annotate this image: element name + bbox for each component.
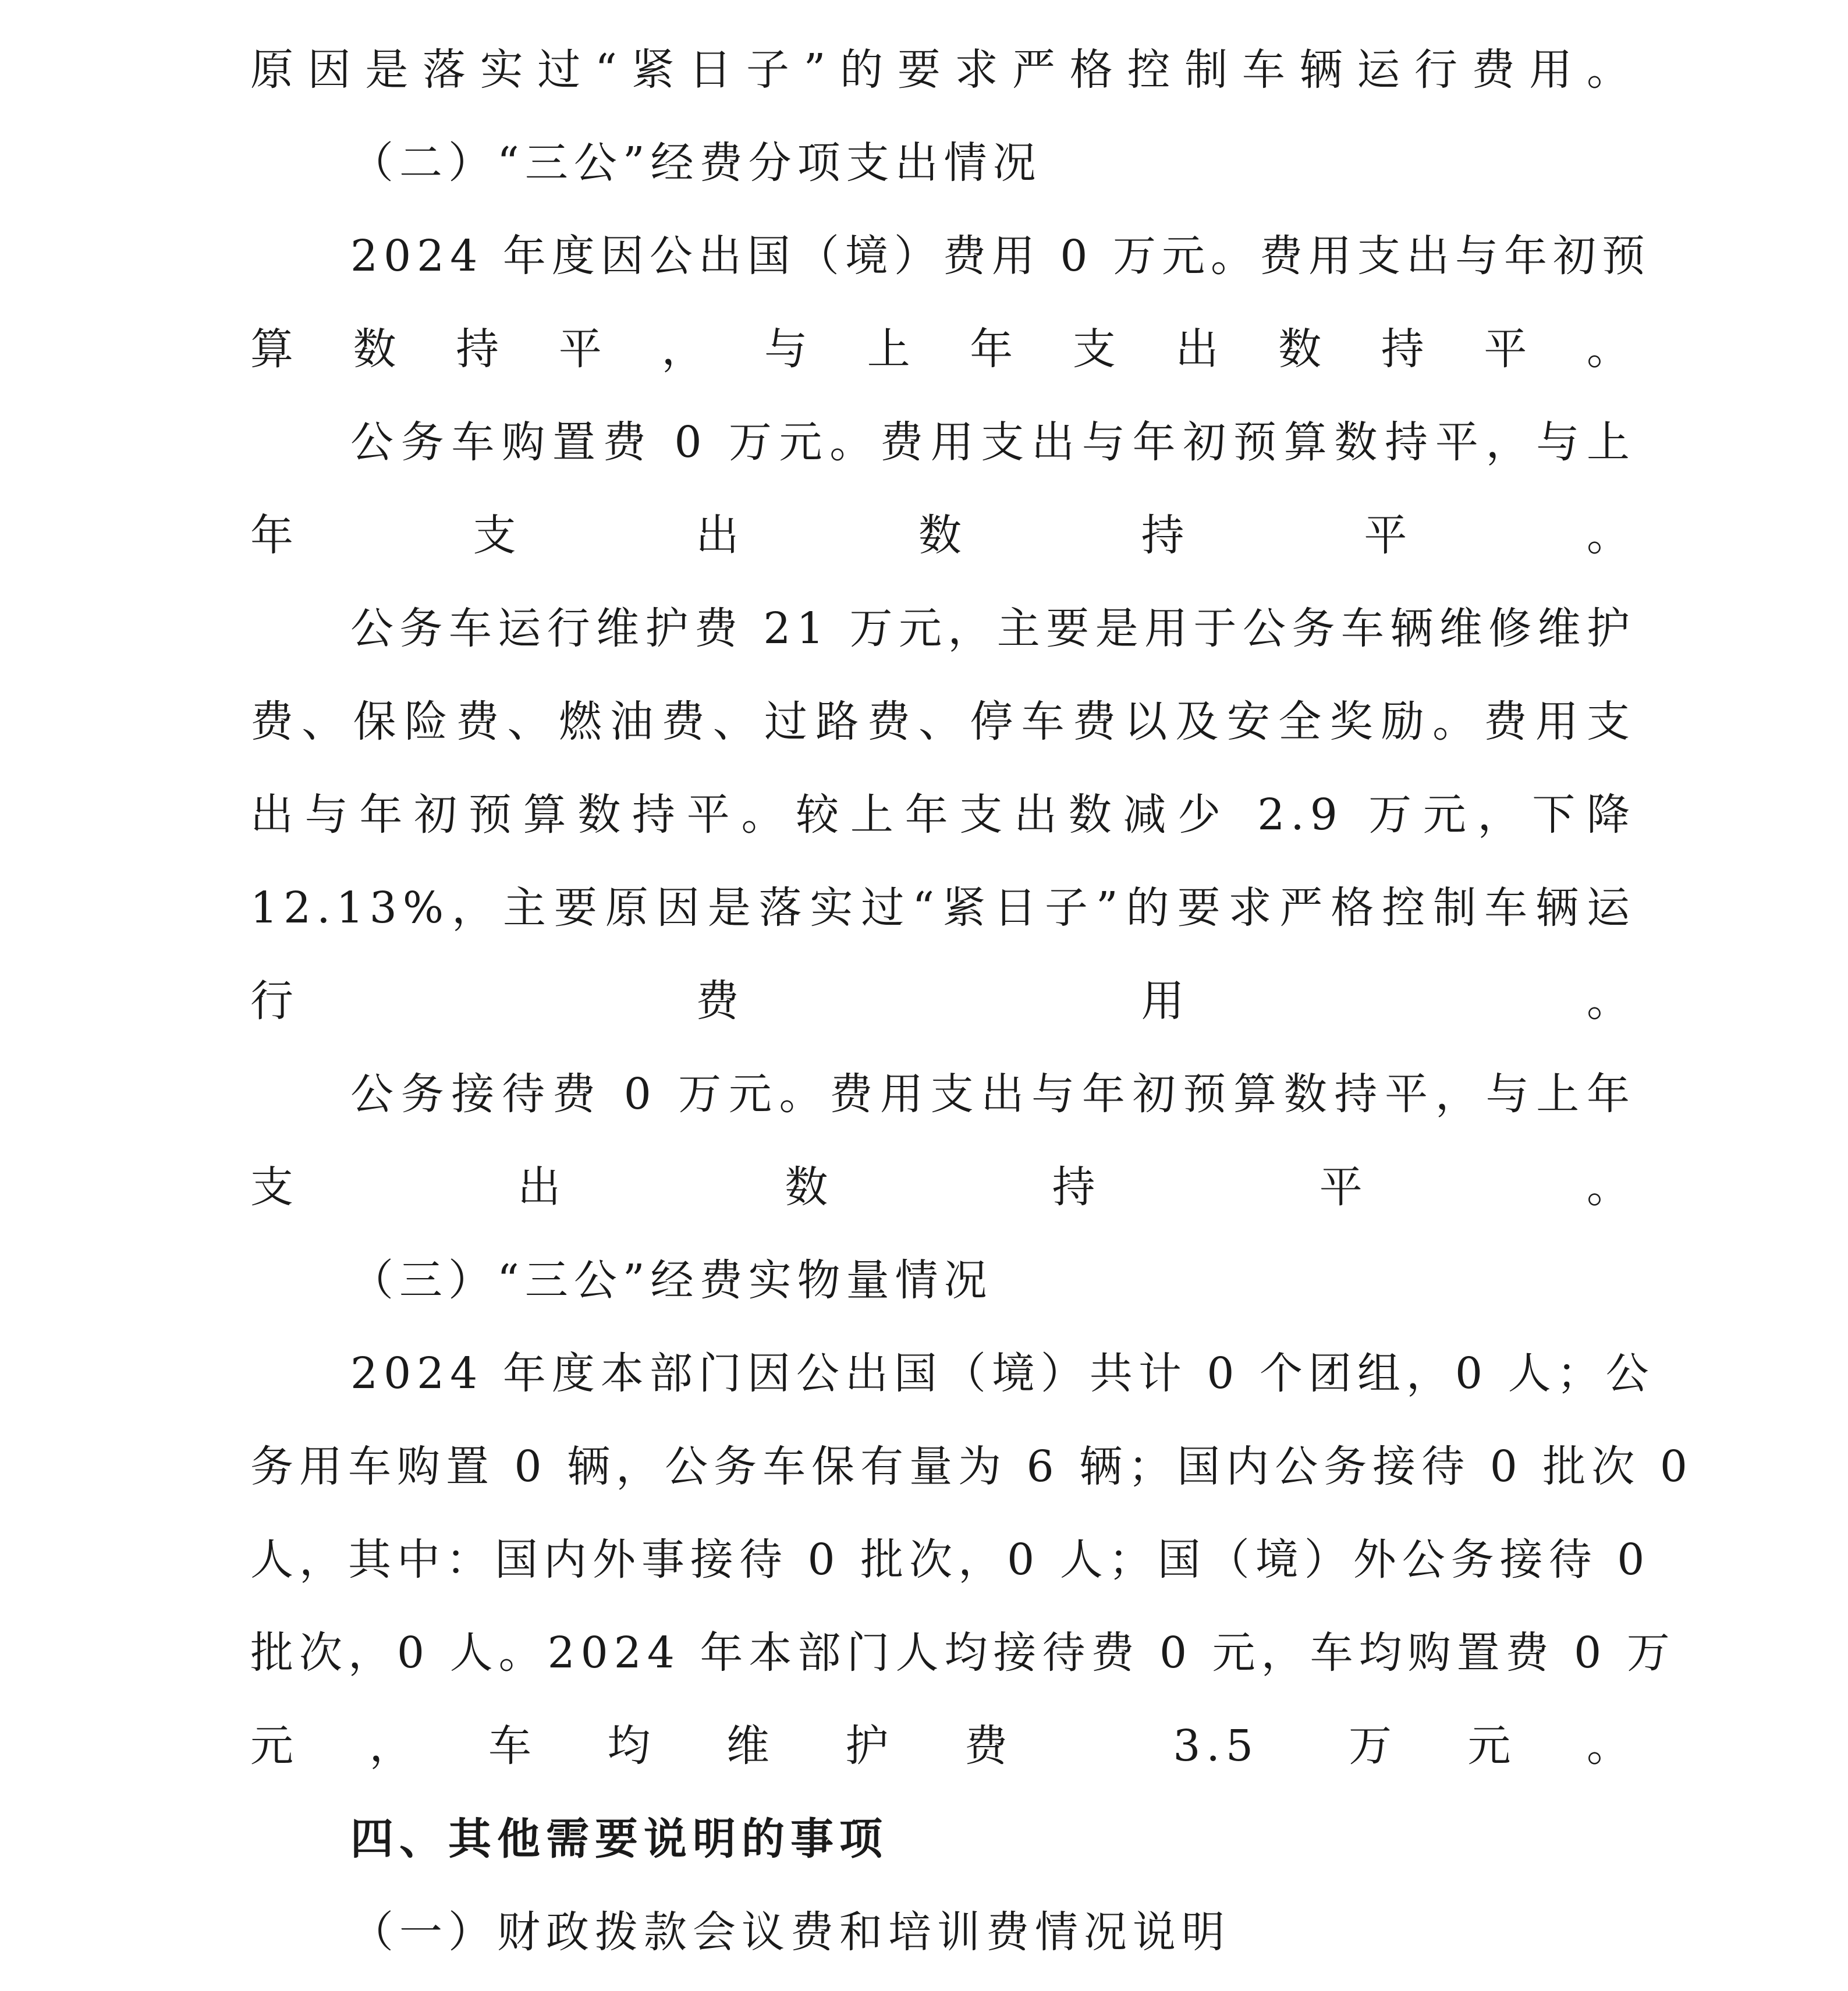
paragraph-line: 费、保险费、燃油费、过路费、停车费以及安全奖励。费用支 bbox=[250, 697, 1636, 747]
subsection-heading: （一）财政拨款会议费和培训费情况说明 bbox=[350, 1907, 1230, 1957]
paragraph-line: 公务车购置费 0 万元。费用支出与年初预算数持平，与上 bbox=[350, 417, 1636, 467]
paragraph-line: 行费用。 bbox=[250, 976, 1636, 1026]
paragraph-line: 批次，0 人。2024 年本部门人均接待费 0 元，车均购置费 0 万 bbox=[250, 1628, 1676, 1678]
paragraph-line: 人，其中：国内外事接待 0 批次，0 人；国（境）外公务接待 0 bbox=[250, 1535, 1651, 1585]
paragraph-line: 12.13%，主要原因是落实过“紧日子”的要求严格控制车辆运 bbox=[250, 883, 1636, 933]
paragraph-line: 出与年初预算数持平。较上年支出数减少 2.9 万元，下降 bbox=[250, 790, 1636, 840]
paragraph-line: 公务车运行维护费 21 万元，主要是用于公务车辆维修维护 bbox=[350, 604, 1636, 654]
paragraph-line: 2024 年度本部门因公出国（境）共计 0 个团组，0 人；公 bbox=[350, 1348, 1655, 1399]
paragraph-line: 公务接待费 0 万元。费用支出与年初预算数持平，与上年 bbox=[350, 1069, 1636, 1119]
paragraph-line: 元，车均维护费 3.5 万元。 bbox=[250, 1721, 1636, 1771]
paragraph-line: 支出数持平。 bbox=[250, 1162, 1636, 1212]
paragraph-line: 年支出数持平。 bbox=[250, 510, 1636, 560]
paragraph-line: 2024 年度因公出国（境）费用 0 万元。费用支出与年初预 bbox=[350, 231, 1651, 281]
subsection-heading: （三）“三公”经费实物量情况 bbox=[350, 1255, 993, 1305]
paragraph-line: 务用车购置 0 辆，公务车保有量为 6 辆；国内公务接待 0 批次 0 bbox=[250, 1442, 1693, 1492]
section-heading: 四、其他需要说明的事项 bbox=[350, 1814, 888, 1864]
subsection-heading: （二）“三公”经费分项支出情况 bbox=[350, 138, 1042, 188]
paragraph-line: 原因是落实过“紧日子”的要求严格控制车辆运行费用。 bbox=[250, 45, 1636, 95]
paragraph-line: 算数持平，与上年支出数持平。 bbox=[250, 324, 1636, 374]
